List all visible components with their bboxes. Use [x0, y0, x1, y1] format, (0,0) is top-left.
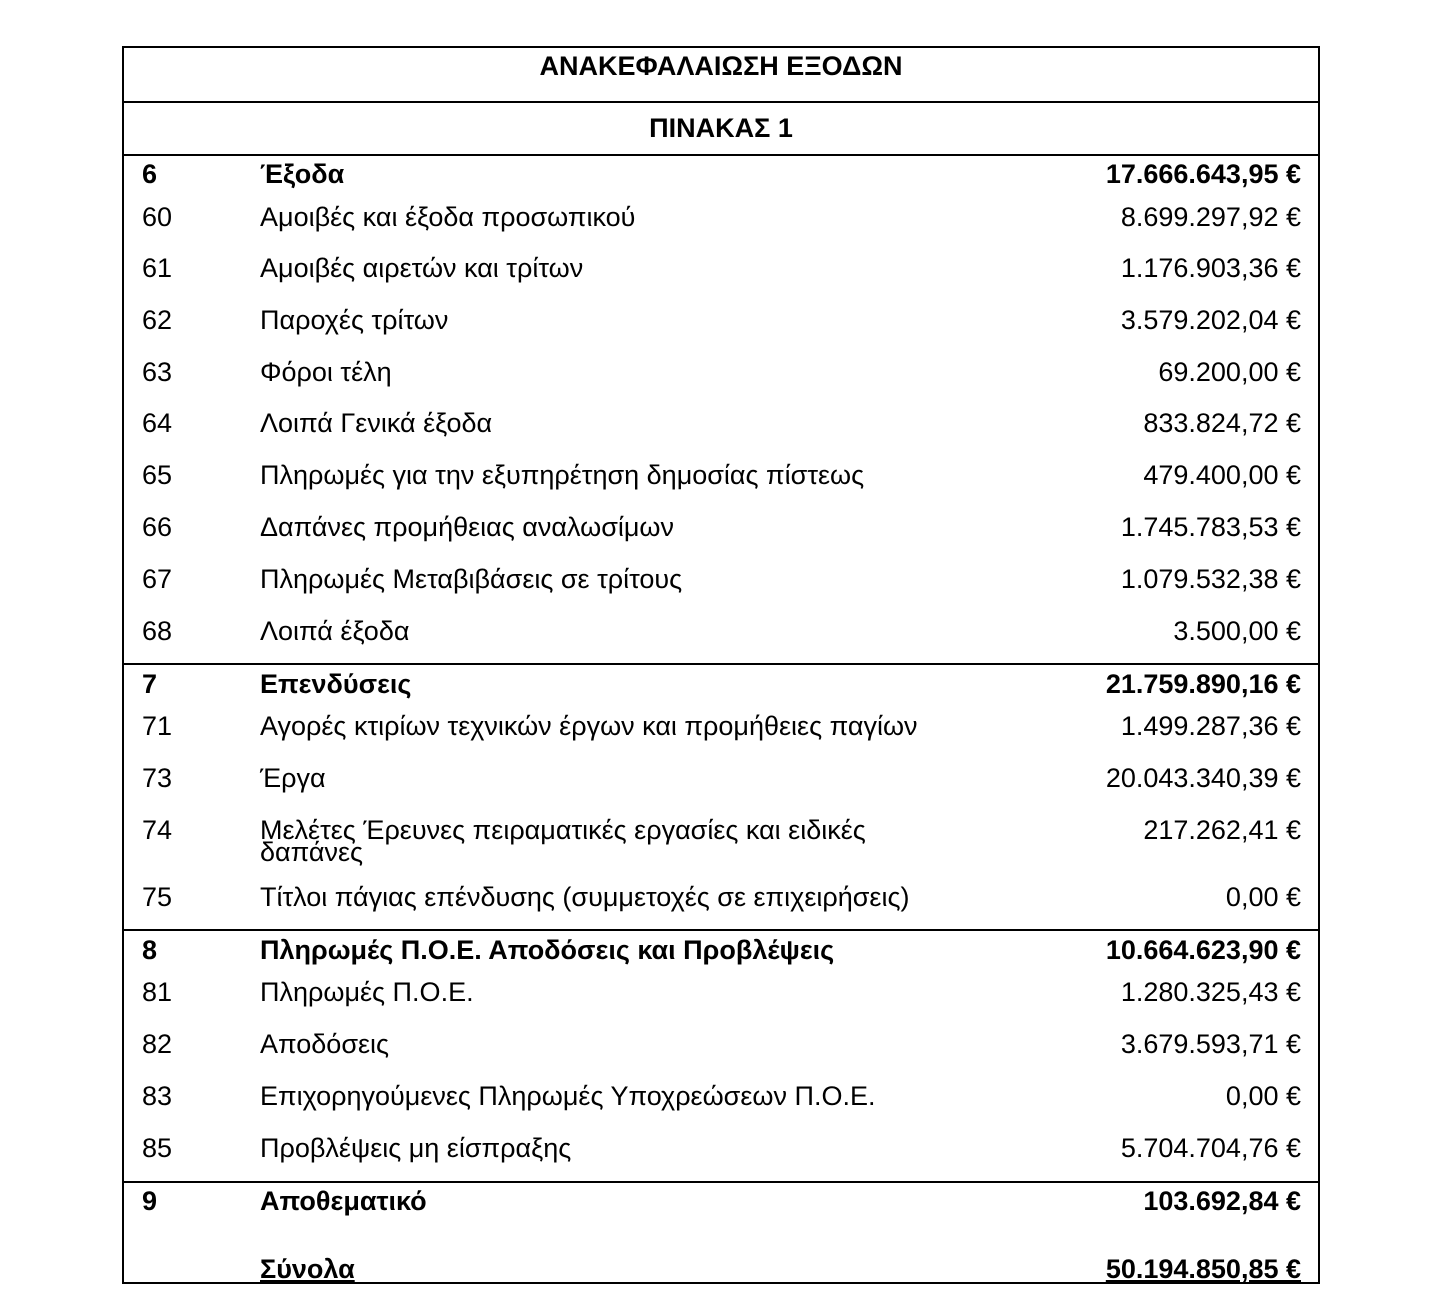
row-amount: 833.824,72 € [1143, 408, 1301, 438]
group-code: 6 [142, 159, 158, 189]
divider [124, 154, 1318, 156]
row-amount: 3.679.593,71 € [1120, 1029, 1301, 1059]
row-amount: 1.176.903,36 € [1120, 253, 1301, 283]
divider [124, 1181, 1318, 1183]
expense-summary-table [122, 46, 1320, 1284]
row-label: Λοιπά Γενικά έξοδα [260, 408, 493, 438]
group-label: Πληρωμές Π.Ο.Ε. Αποδόσεις και Προβλέψεις [260, 935, 835, 965]
row-label: Αμοιβές αιρετών και τρίτων [260, 253, 584, 283]
group-code: 9 [142, 1186, 158, 1216]
divider [124, 101, 1318, 103]
row-label: Αποδόσεις [260, 1029, 390, 1059]
divider [124, 929, 1318, 931]
row-label: Αγορές κτιρίων τεχνικών έργων και προμήθειες παγίων [260, 711, 918, 741]
row-amount: 479.400,00 € [1143, 460, 1301, 490]
row-amount: 8.699.297,92 € [1120, 202, 1301, 232]
row-amount: 5.704.704,76 € [1120, 1133, 1301, 1163]
row-amount: 0,00 € [1225, 1081, 1301, 1111]
row-code: 62 [142, 305, 173, 335]
row-label: Έργα [260, 763, 326, 793]
table-title: ΑΝΑΚΕΦΑΛΑΙΩΣΗ ΕΞΟΔΩΝ [539, 51, 903, 81]
row-code: 68 [142, 616, 173, 646]
row-code: 66 [142, 512, 173, 542]
group-amount: 103.692,84 € [1143, 1186, 1301, 1216]
row-amount: 3.500,00 € [1173, 616, 1301, 646]
row-label: Επιχορηγούμενες Πληρωμές Υποχρεώσεων Π.Ο.Ε. [260, 1081, 876, 1111]
row-label: Δαπάνες προμήθειας αναλωσίμων [260, 512, 674, 542]
row-label: Τίτλοι πάγιας επένδυσης (συμμετοχές σε επιχειρήσεις) [260, 882, 910, 912]
row-amount: 1.499.287,36 € [1120, 711, 1301, 741]
row-code: 83 [142, 1081, 173, 1111]
group-amount: 17.666.643,95 € [1105, 159, 1301, 189]
row-code: 64 [142, 408, 173, 438]
row-label: Πληρωμές Μεταβιβάσεις σε τρίτους [260, 564, 683, 594]
total-label: Σύνολα [260, 1254, 355, 1284]
row-amount: 3.579.202,04 € [1120, 305, 1301, 335]
divider [124, 663, 1318, 665]
group-label: Αποθεματικό [260, 1186, 427, 1216]
group-code: 7 [142, 669, 158, 699]
row-code: 82 [142, 1029, 173, 1059]
row-label: Φόροι τέλη [260, 357, 392, 387]
group-label: Επενδύσεις [260, 669, 412, 699]
row-code: 60 [142, 202, 173, 232]
row-label: Πληρωμές για την εξυπηρέτηση δημοσίας πίστεως [260, 460, 865, 490]
table-subtitle: ΠΙΝΑΚΑΣ 1 [649, 113, 793, 143]
row-code: 75 [142, 882, 173, 912]
row-label: Μελέτες Έρευνες πειραματικές εργασίες και ειδικές δαπάνες [260, 815, 866, 867]
row-amount: 217.262,41 € [1143, 815, 1301, 845]
group-code: 8 [142, 935, 158, 965]
row-code: 61 [142, 253, 173, 283]
row-label: Λοιπά έξοδα [260, 616, 410, 646]
row-code: 67 [142, 564, 173, 594]
row-amount: 1.280.325,43 € [1120, 977, 1301, 1007]
row-code: 71 [142, 711, 173, 741]
row-amount: 69.200,00 € [1158, 357, 1301, 387]
row-label: Παροχές τρίτων [260, 305, 449, 335]
row-label: Πληρωμές Π.Ο.Ε. [260, 977, 474, 1007]
group-amount: 21.759.890,16 € [1105, 669, 1301, 699]
row-amount: 0,00 € [1225, 882, 1301, 912]
group-amount: 10.664.623,90 € [1105, 935, 1301, 965]
group-label: Έξοδα [260, 159, 345, 189]
row-label: Προβλέψεις μη είσπραξης [260, 1133, 572, 1163]
row-amount: 1.079.532,38 € [1120, 564, 1301, 594]
row-code: 73 [142, 763, 173, 793]
total-amount: 50.194.850,85 € [1105, 1254, 1301, 1284]
row-code: 85 [142, 1133, 173, 1163]
row-label: Αμοιβές και έξοδα προσωπικού [260, 202, 636, 232]
row-code: 74 [142, 815, 173, 845]
row-amount: 1.745.783,53 € [1120, 512, 1301, 542]
row-code: 63 [142, 357, 173, 387]
row-code: 65 [142, 460, 173, 490]
row-code: 81 [142, 977, 173, 1007]
row-amount: 20.043.340,39 € [1105, 763, 1301, 793]
